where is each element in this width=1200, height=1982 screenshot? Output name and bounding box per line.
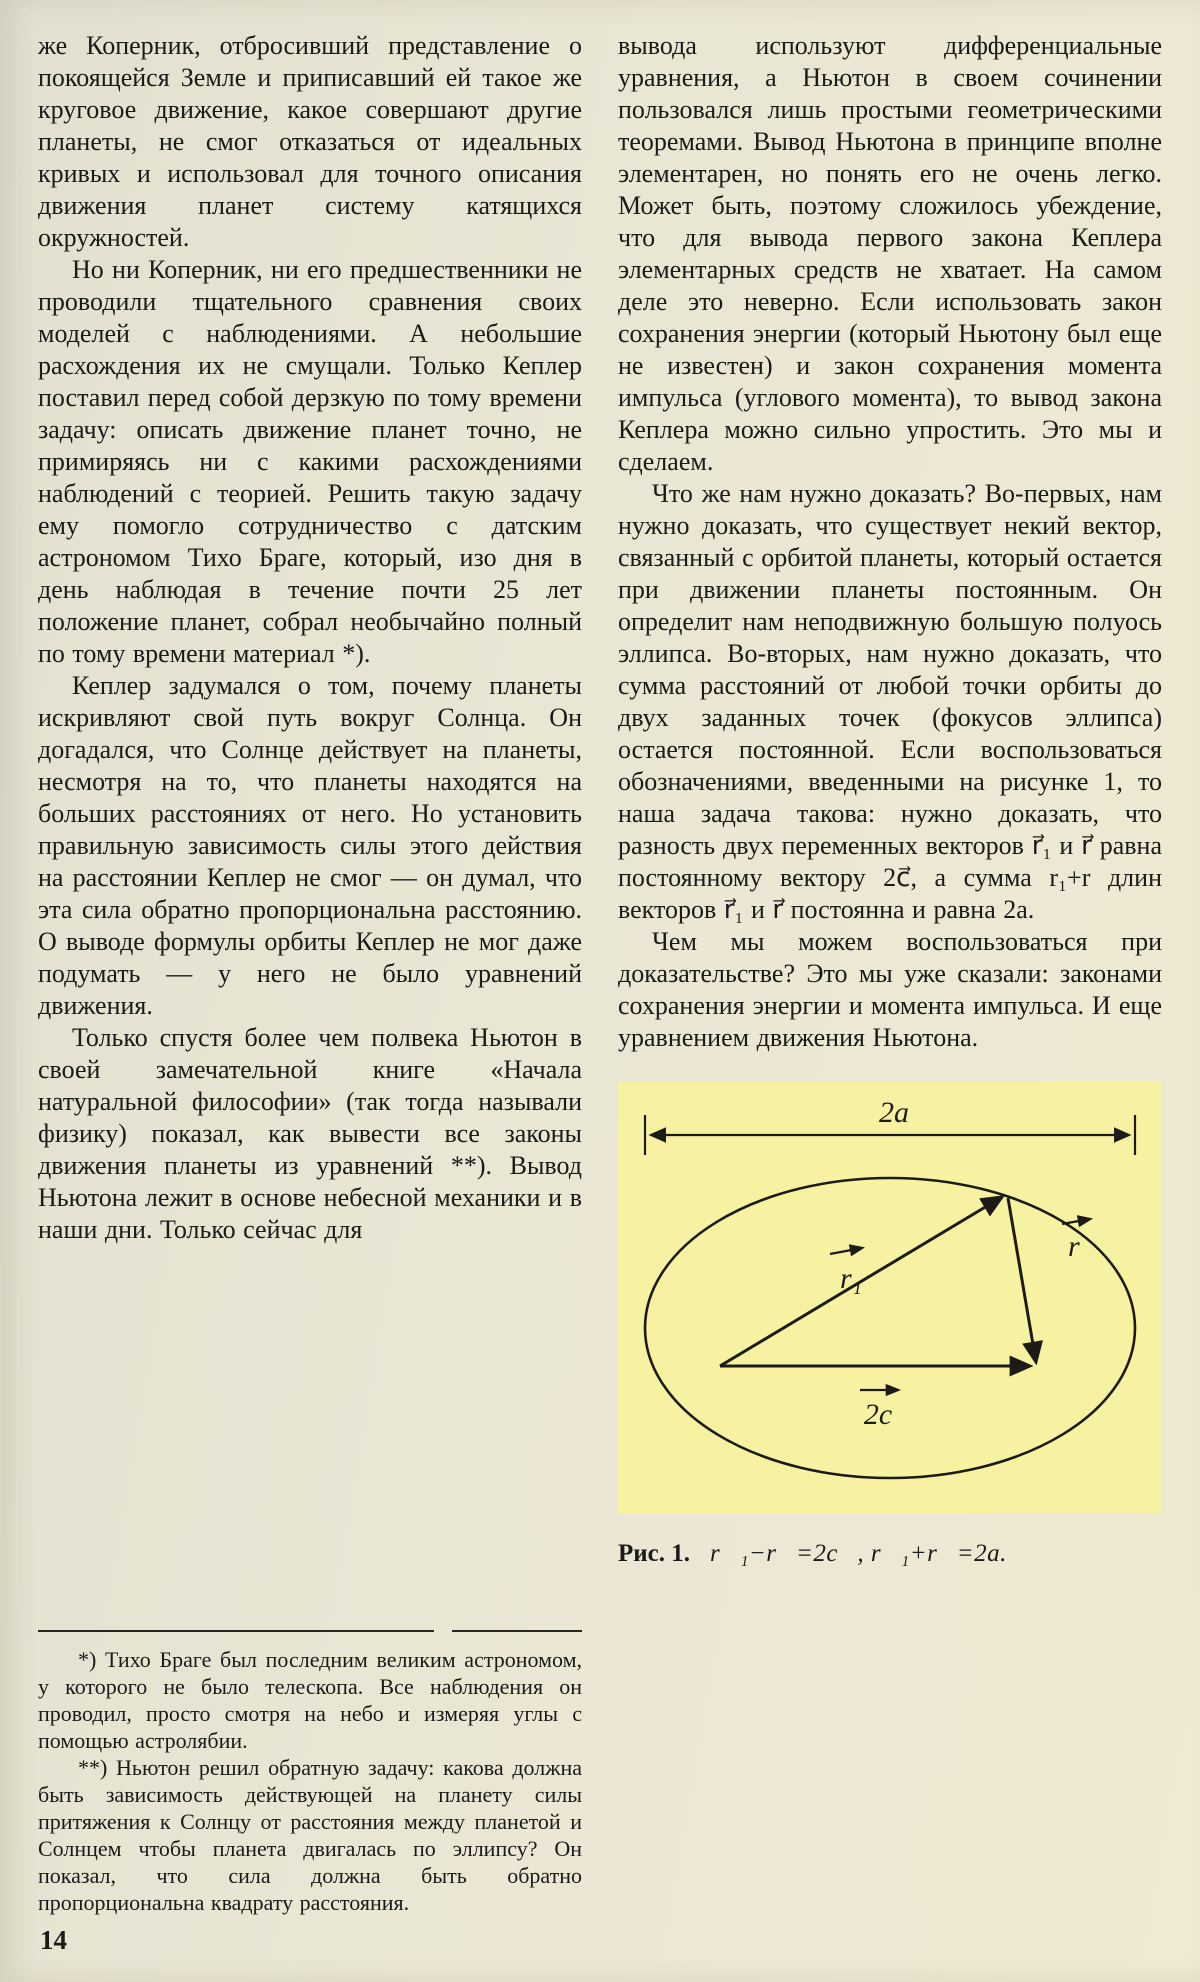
paragraph: Что же нам нужно доказать? Во-первых, нам нужно доказать, что существует некий вектор, связанный с орбитой планеты, который остается при движении планеты постоянным. Он определит нам неподвижную большую полуось эллипса. Во-вторых, нам нужно доказать, что сумма расстояний от любой точки орбиты до двух заданных точек (фокусов эллипса) остается постоянной. Если воспользоваться обозначениями, введенными на рисунке 1, то наша задача такова: нужно доказать, что разность двух переменных векторов r⃗₁ и r⃗ равна постоянному вектору 2c⃗, а сумма r₁+r длин векторов r⃗₁ и r⃗ постоянна и равна 2a. [618, 479, 1162, 924]
label-2a: 2a [879, 1096, 909, 1129]
left-column [38, 30, 582, 1916]
right-column [618, 30, 1162, 1916]
paragraph: вывода используют дифференциальные уравнения, а Ньютон в своем сочинении пользовался лишь простыми геометрическими теоремами. Вывод Ньютона в принципе вполне элементарен, но понять его не очень легко. Может быть, поэтому сложилось убеждение, что для вывода первого закона Кеплера элементарных средств не хватает. На самом деле это неверно. Если использовать закон сохранения энергии (который Ньютону был еще не известен) и закон сохранения момента импульса (углового момента), то вывод закона Кеплера можно сильно упростить. Это мы и сделаем. [618, 31, 1162, 476]
footnote: **) Ньютон решил обратную задачу: какова должна быть зависимость действующей на планету силы притяжения к Солнцу от расстояния между планетой и Солнцем чтобы планета двигалась по эллипсу? Он показал, что сила должна быть обратно пропорциональна квадрату расстояния. [38, 1755, 582, 1915]
figure-caption-formula: r⃗₁−r⃗=2c⃗, r⃗₁+r⃗=2a. [710, 1540, 1007, 1567]
figure-background [618, 1082, 1162, 1514]
two-column-layout [38, 30, 1162, 1916]
footnote-rule-segment [38, 1630, 434, 1632]
footnote-rule-segment [452, 1630, 582, 1632]
label-r: r [1068, 1230, 1080, 1263]
footnote: *) Тихо Браге был последним великим астрономом, у которого не было телескопа. Все наблюдения он проводил, просто смотря на небо и измеряя углы с помощью астролябии. [38, 1647, 582, 1753]
footnote-divider [38, 1630, 582, 1632]
label-r1: r₁ [840, 1262, 863, 1295]
paragraph: же Коперник, отбросивший представление о покоящейся Земле и приписавший ей такое же круговое движение, какое совершают другие планеты, не смог отказаться от идеальных кривых и использовал для точного описания движения планет систему катящихся окружностей. [38, 31, 582, 252]
figure-caption [618, 1540, 1162, 1568]
label-2c: 2c [863, 1398, 893, 1431]
paragraph: Только спустя более чем полвека Ньютон в своей замечательной книге «Начала натуральной философии» (так тогда называли физику) показал, как вывести все законы движения планеты из уравнений **). Вывод Ньютона лежит в основе небесной механики и в наши дни. Только сейчас для [38, 1023, 582, 1244]
figure-1 [618, 1082, 1162, 1568]
paragraph: Кеплер задумался о том, почему планеты искривляют свой путь вокруг Солнца. Он догадался, что Солнце действует на планеты, несмотря на то, что планеты находятся на больших расстояниях от него. Но установить правильную зависимость силы этого действия на расстоянии Кеплер не смог — он думал, что эта сила обратно пропорциональна расстоянию. О выводе формулы орбиты Кеплер не мог даже подумать — у него не было уравнений движения. [38, 671, 582, 1020]
page-number: 14 [40, 1925, 67, 1955]
ellipse-orbit-diagram [618, 1082, 1162, 1514]
paragraph: Чем мы можем воспользоваться при доказательстве? Это мы уже сказали: законами сохранения энергии и момента импульса. И еще уравнением движения Ньютона. [618, 927, 1162, 1052]
paragraph: Но ни Коперник, ни его предшественники не проводили тщательного сравнения своих моделей с наблюдениями. А небольшие расхождения их не смущали. Только Кеплер поставил перед собой дерзкую по тому времени задачу: описать движение планет точно, не примиряясь ни с какими расхождениями наблюдений с теорией. Решить такую задачу ему помогло сотрудничество с датским астрономом Тихо Браге, который, изо дня в день наблюдая в течение почти 25 лет положение планет, собрал необычайно полный по тому времени материал *). [38, 255, 582, 668]
footnotes-section [38, 1630, 582, 1916]
figure-caption-label: Рис. 1. [618, 1540, 691, 1567]
